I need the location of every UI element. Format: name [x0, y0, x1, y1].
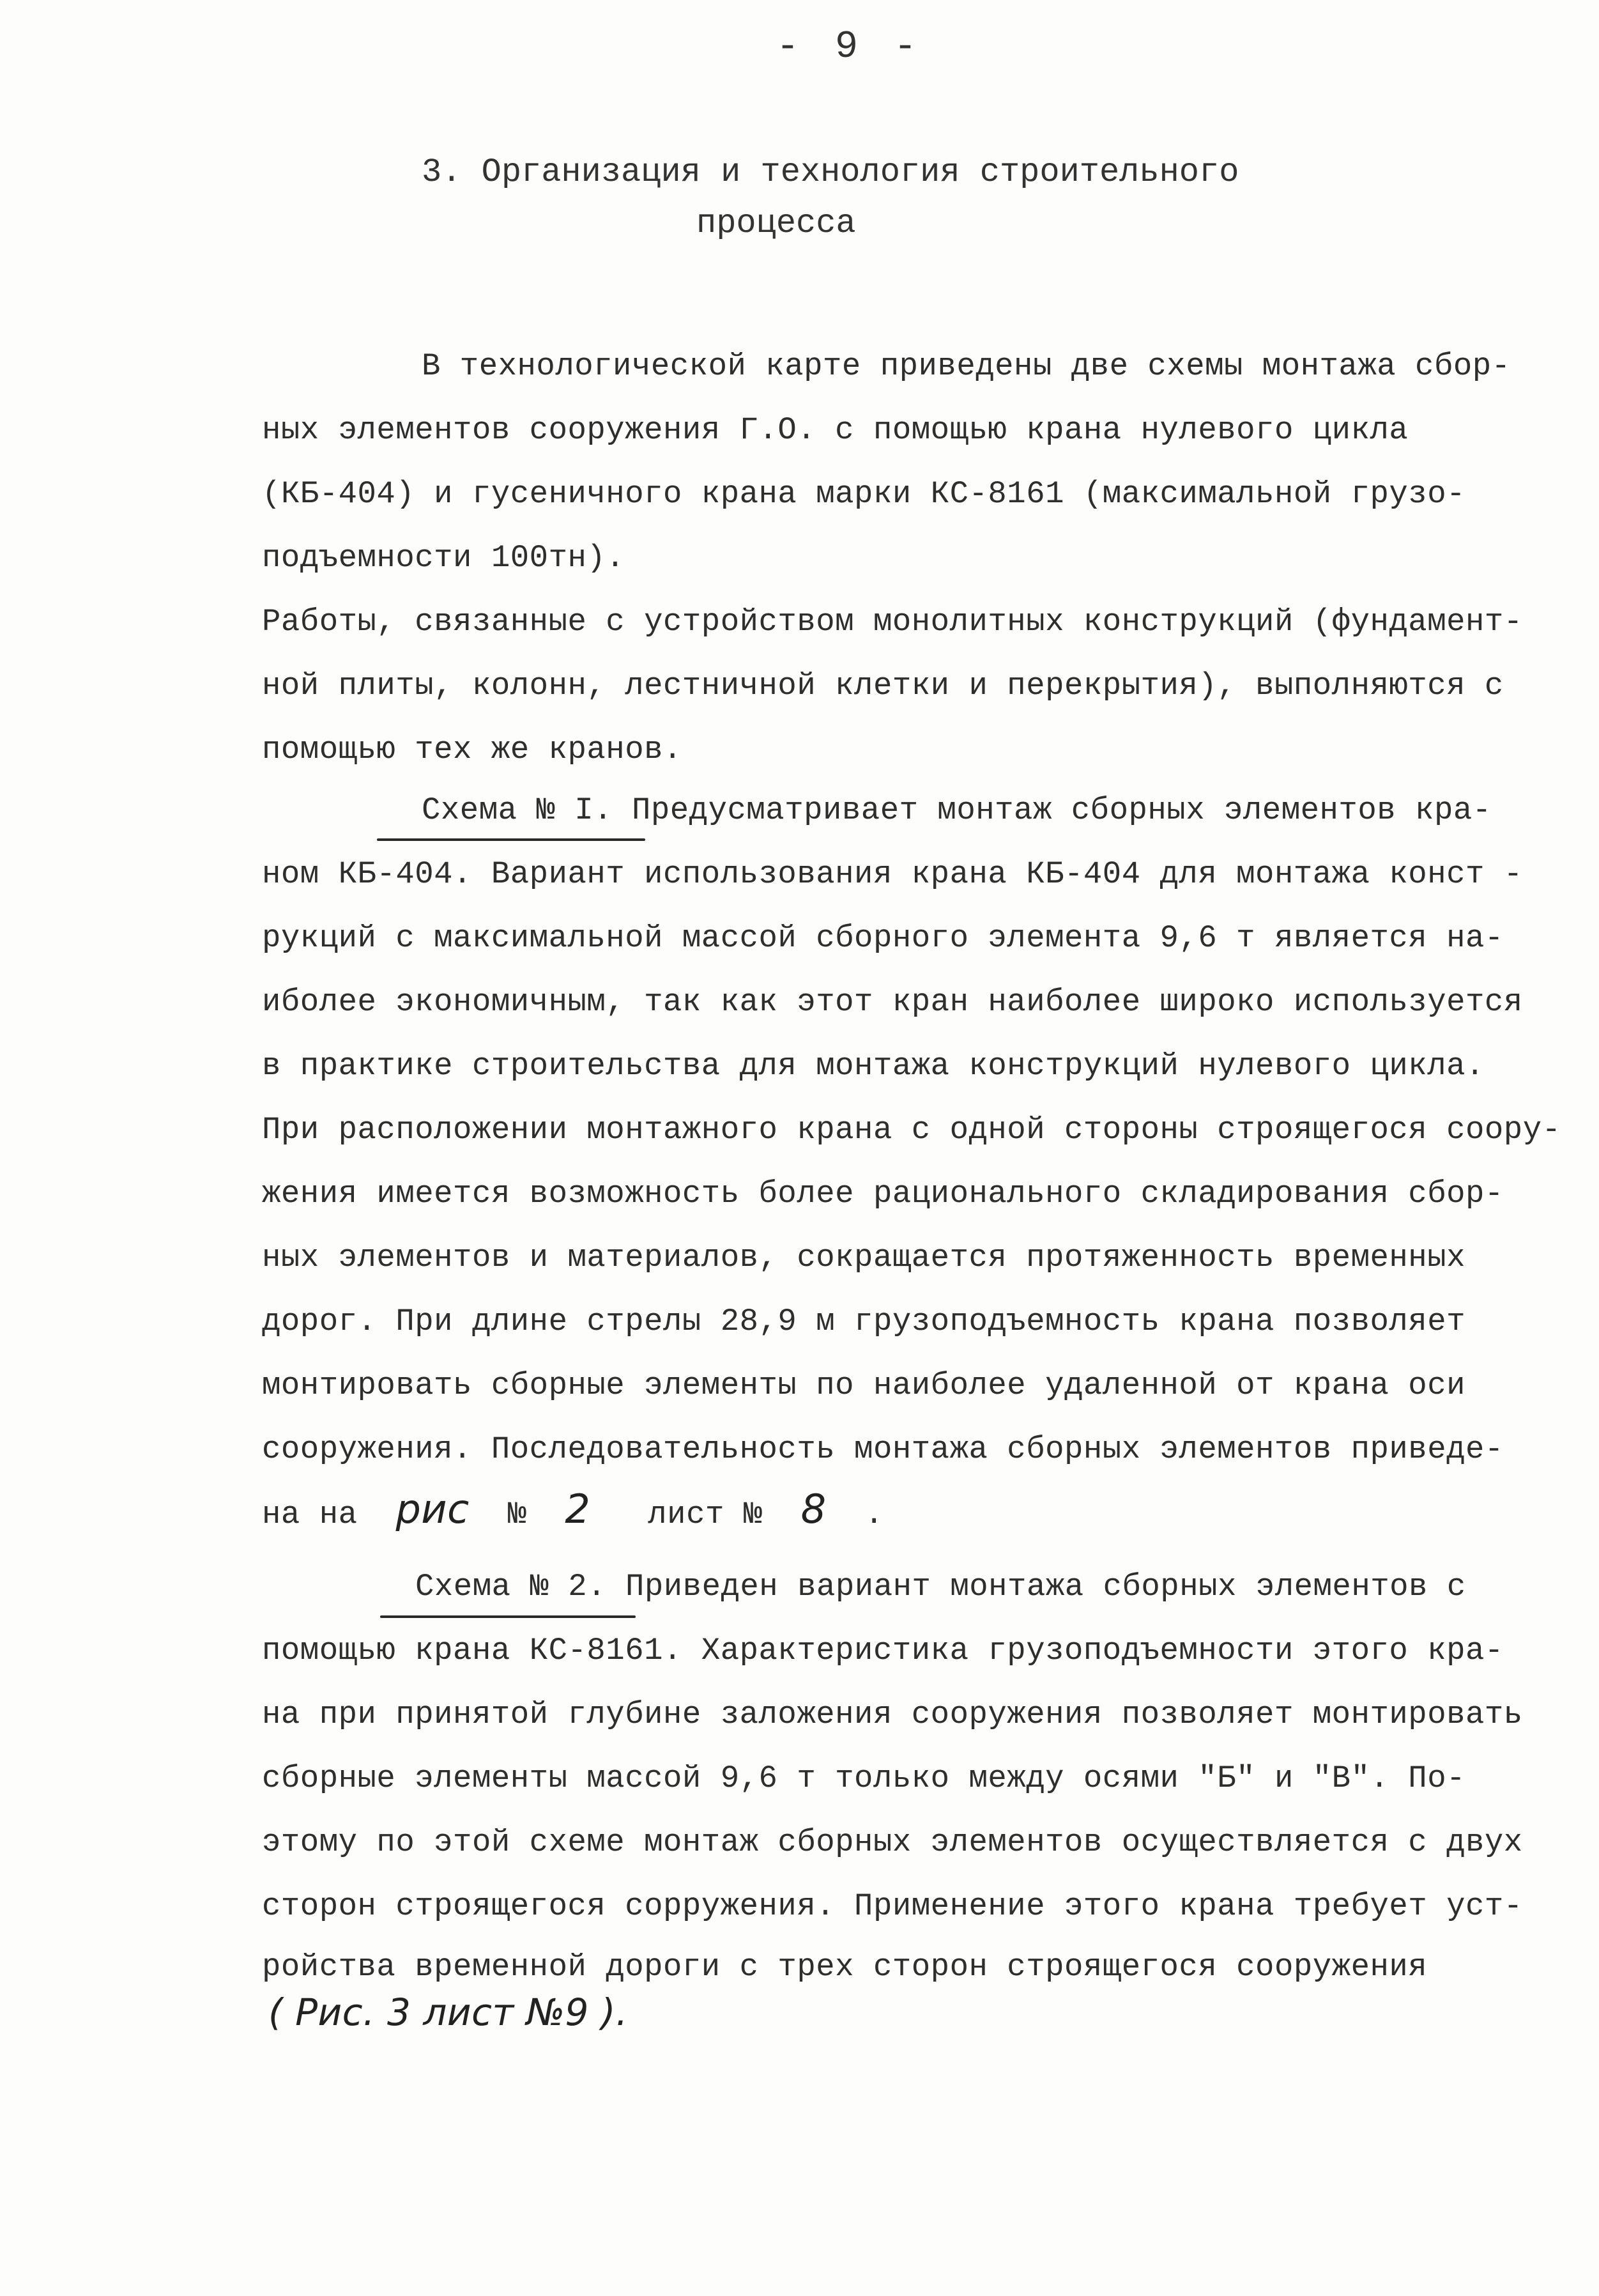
text-line: подъемности 100тн). — [262, 540, 625, 576]
ref-sheet-label: лист № — [648, 1497, 763, 1532]
ref-end: . — [864, 1497, 884, 1532]
ref-number-sign: № — [507, 1497, 527, 1532]
text-line: дорог. При длине стрелы 28,9 м грузоподъемность крана позволяет — [262, 1304, 1466, 1339]
text-line: в практике строительства для монтажа конструкций нулевого цикла. — [262, 1048, 1485, 1084]
text-line: помощью крана КС-8161. Характеристика грузоподъемности этого кра- — [262, 1633, 1504, 1668]
text-line: сооружения. Последовательность монтажа сборных элементов приведе- — [262, 1431, 1504, 1467]
page-number: - 9 - — [776, 26, 924, 69]
text-line: сборные элементы массой 9,6 т только между осями "Б" и "В". По- — [262, 1761, 1466, 1796]
scheme-2-underline — [380, 1615, 636, 1618]
ref-ris-handwritten: рис — [395, 1486, 470, 1532]
text-line: ройства временной дороги с трех сторон строящегося сооружения — [262, 1949, 1428, 1985]
text-line: помощью тех же кранов. — [262, 732, 682, 767]
scheme-1-title-line: Схема № I. Предусматривает монтаж сборных элементов кра- — [422, 792, 1492, 828]
text-line: этому по этой схеме монтаж сборных элементов осуществляется с двух — [262, 1824, 1523, 1860]
text-line: монтировать сборные элементы по наиболее удаленной от крана оси — [262, 1368, 1466, 1403]
handwritten-figure-reference: ( Рис. 3 лист №9 ). — [268, 1991, 628, 2034]
section-heading-line-2: процесса — [696, 204, 856, 242]
ref-figure-number: 2 — [565, 1486, 591, 1532]
text-line: ном КБ-404. Вариант использования крана КБ-404 для монтажа конст - — [262, 856, 1523, 892]
text-line: ных элементов сооружения Г.О. с помощью крана нулевого цикла — [262, 412, 1409, 448]
text-line: иболее экономичным, так как этот кран наиболее широко используется — [262, 984, 1523, 1020]
text-line: Работы, связанные с устройством монолитных конструкций (фундамент- — [262, 604, 1523, 640]
text-line: сторон строящегося сорружения. Применение этого крана требует уст- — [262, 1888, 1523, 1924]
figure-reference-line — [262, 1486, 884, 1532]
text-line: (КБ-404) и гусеничного крана марки КС-8161 (максимальной грузо- — [262, 476, 1466, 512]
text-line: жения имеется возможность более рационального складирования сбор- — [262, 1176, 1504, 1212]
text-line: ных элементов и материалов, сокращается протяженность временных — [262, 1240, 1466, 1275]
section-heading-line-1: 3. Организация и технология строительного — [422, 153, 1239, 191]
ref-prefix: на на — [262, 1497, 358, 1532]
text-line: ной плиты, колонн, лестничной клетки и перекрытия), выполняются с — [262, 668, 1504, 704]
scheme-1-underline — [377, 838, 645, 841]
text-line: В технологической карте приведены две схемы монтажа сбор- — [422, 348, 1511, 384]
text-line: При расположении монтажного крана с одной стороны строящегося соору- — [262, 1112, 1561, 1148]
scheme-2-title-line: Схема № 2. Приведен вариант монтажа сборных элементов с — [415, 1569, 1466, 1605]
text-line: на при принятой глубине заложения сооружения позволяет монтировать — [262, 1697, 1523, 1732]
ref-sheet-number: 8 — [800, 1486, 827, 1532]
text-line: рукций с максимальной массой сборного элемента 9,6 т является на- — [262, 920, 1504, 956]
